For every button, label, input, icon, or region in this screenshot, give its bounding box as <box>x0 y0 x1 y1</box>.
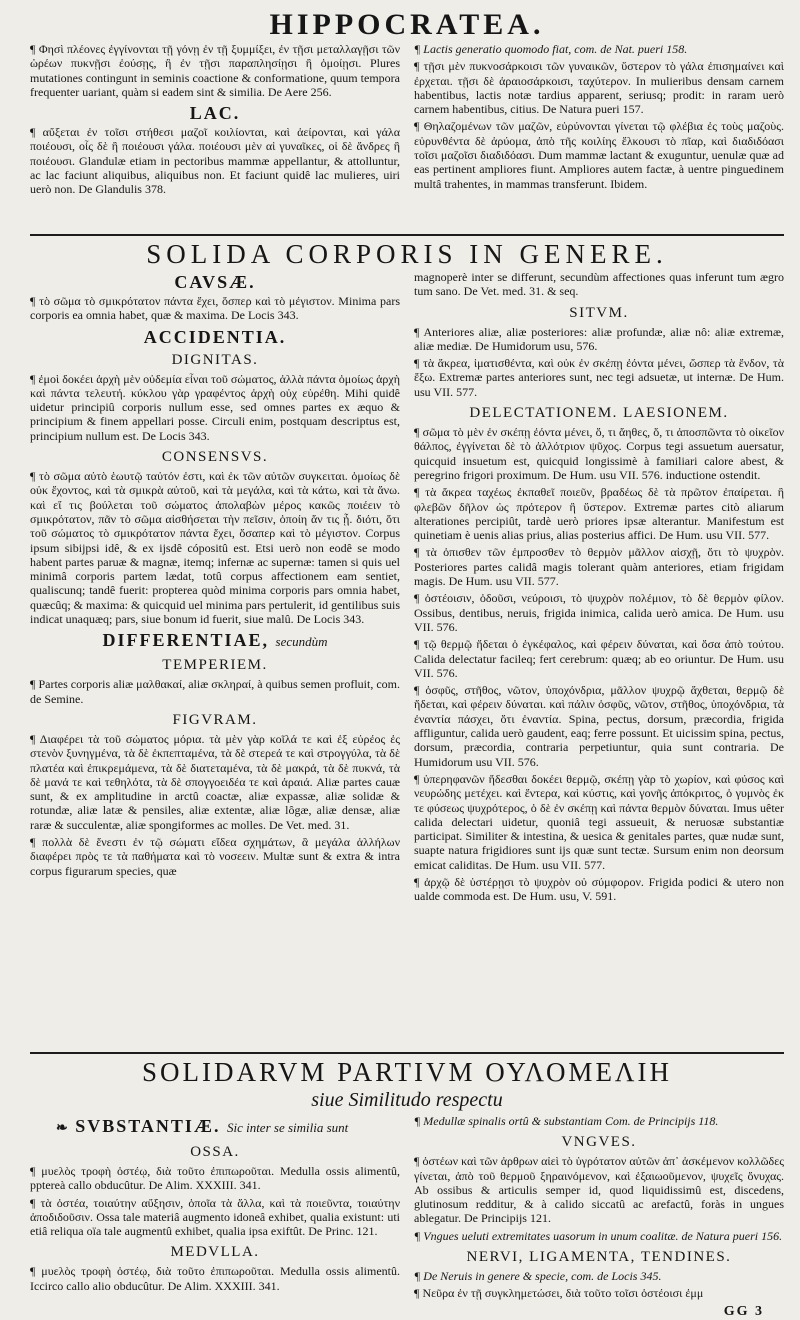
right-paragraph-9: ¶ τῷ θερμῷ ἥδεται ὁ ἐγκέφαλος, καὶ φέρειν δύναται, καὶ ὅσα ἀπὸ τούτου. Calida delectatur facileq; fert cerebrum: quæq; ab eo oriuntur. De Hum. usu VII. 576. <box>414 637 784 680</box>
left-heading-2: ACCIDENTIA. <box>143 326 287 347</box>
divider-1 <box>30 234 784 236</box>
left-heading-7 <box>30 629 400 653</box>
left-heading-label-7: DIFFERENTIAE, <box>102 630 270 651</box>
heading-ungues: VNGVES. <box>561 1134 637 1151</box>
paragraph-glandulae: ¶ αὔξεται ἐν τοῖσι στήθεσι μαζοῖ κοιλίονται, καὶ ἀείρονται, καὶ γάλα ποιέουσι, οἷς δὲ ἢ ποιέουσι γάλα. ποιέουσι μὲν αἱ γυναῖκες, οἱ δὲ ἄνδρες ἢ ποιέουσι. Glandulæ etiam in pectoribus mammæ appellantur, & attolluntur, ac lac faciunt aliquibus, aliquibus non. Et faciunt quidê lac mulieres, uiri uerò non. De Glandulis 378. <box>30 125 400 197</box>
section-lac <box>30 42 784 230</box>
left-paragraph-4: ¶ ἐμοὶ δοκέει ἀρχὴ μὲν οὐδεμία εἶναι τοῦ σώματος, ἀλλὰ πάντα ὁμοίως ἀρχὴ καὶ πάντα τελευτή. κύκλου γὰρ γραφέντος ἀρχὴ οὐχ εὑρέθη. Mihi quidê uidetur principiû corporis nullum esse, sed omnes partes ex æquo & principium & finem appellari posse. Circuli enim, postquam descriptus est, principium nullum est. De Locis 343. <box>30 371 400 443</box>
left-subheading-5: CONSENSVS. <box>161 449 269 466</box>
paragraph-mulieribus: ¶ τῇσι μὲν πυκνοσάρκοισι τῶν γυναικῶν, ὕστερον τὸ γάλα ἐπισημαίνει καὶ ἐρχεται. τῇσι δὲ ἀραιοσάρκοισι, ταχύτερον. In mulieribus densam carnem habentibus, lactis notæ tardius apparent, seriusq; prodit: in raram uerò carnem habentibus, citius. De Natura pueri 157. <box>414 59 784 117</box>
paragraph-lactis-generatio: ¶ Lactis generatio quomodo fiat, com. de Nat. pueri 158. <box>414 42 688 56</box>
right-paragraph-5: ¶ σῶμα τὸ μὲν ἐν σκέπῃ ἐόντα μένει, ὅ, τι ἄηθες, ὅ, τι ἀποσπῶντα τὸ οἰκεῖον θάλπος, ἐγγίνεται δὲ τὸ ἀλλότριον ψῦχος. Corpus tegi assuetum auersatur, quicquid insuetum est, quicquid longissimè à familiari calore abest, & peregrino frigori proximum. De Hum. usu VII. 576. inductione ostendit. <box>414 425 784 482</box>
heading-lac: LAC. <box>189 103 241 124</box>
right-subheading-1: SITVM. <box>569 304 629 321</box>
paragraph-medulla: ¶ μυελὸς τροφὴ ὀστέῳ, διὰ τοῦτο ἐπιπωροῦται. Medulla ossis alimentû. Iccirco callo alio obducûtur. De Alim. XXXIII. 341. <box>30 1264 400 1293</box>
section-subtitle-similitudo: siue Similitudo respectu <box>311 1089 503 1111</box>
right-column-solida <box>414 270 784 1048</box>
right-paragraph-2: ¶ Anteriores aliæ, aliæ posteriores: aliæ profundæ, aliæ nô: aliæ extremæ, aliæ mediæ. De Humidorum usu, 576. <box>414 324 784 353</box>
paragraph-ossa-1: ¶ μυελὸς τροφὴ ὀστέῳ, διὰ τοῦτο ἐπιπωροῦται. Medulla ossis alimentû, pptereà callo obducûtur. De Alim. XXXIII. 341. <box>30 1164 400 1193</box>
right-paragraph-7: ¶ τὰ ὀπισθεν τῶν ἐμπροσθεν τὸ θερμὸν μᾶλλον αἰσχῇ, ὅτι τὸ ψυχρὸν. Posteriores partes calidâ magis tolerant quàm anteriores, etiam frigidam magis. De Hum. usu VII. 577. <box>414 545 784 589</box>
divider-2 <box>30 1052 784 1054</box>
heading-substantiae-label: SVBSTANTIÆ. <box>75 1116 221 1136</box>
heading-substantiae <box>30 1115 400 1140</box>
left-paragraph-12: ¶ πολλὰ δὲ ἔνεστι ἐν τῷ σώματι εἴδεα σχημάτων, ἃ μεγάλα ἀλλήλων διαφέρει πρὸς τε τὰ παθήματα καὶ τὸ νοσεειν. Multæ sunt & extra & intra corpus figurarum species, quæ <box>30 835 400 878</box>
heading-nervi: NERVI, LIGAMENTA, TENDINES. <box>466 1249 732 1266</box>
left-subheading-3: DIGNITAS. <box>171 351 259 368</box>
paragraph-ungues-2: ¶ Vngues ueluti extremitates uasorum in unum coalitæ. de Natura pueri 156. <box>414 1228 783 1243</box>
left-paragraph-6: ¶ τὸ σῶμα αὐτὸ ἑωυτῷ ταὐτόν ἐστι, καὶ ἐκ τῶν αὐτῶν συγκειται. ὁμοίως δὲ οὐκ ἔχοντος, καὶ τὰ σμικρὰ αὐτοῦ, καὶ τὰ μεγάλα, καὶ τὰ κάτω, καὶ τὰ ἄνω. καὶ εἴ τις βούλεται τοῦ σώματος ἀπολαβὼν μέρος κακῶς ποιέειν τὸ σμικρότατον, πᾶν τὸ σῶμα αἰσθήσεται τὴν πεῖσιν, ὁποίη ἄν τις ᾖ. διότι, ὅτι τοῦ σώματος τὸ σμικρότατον πάντα ἔχει, ὅσαπερ καὶ τὸ μέγιστον. Corpus ipsum sibijpsi idê, & ex ijsdê cópositû est. Etsi uerò non eodê se modo habent partes paruæ & magnæ, itemq; infernæ ac supernæ: tamen si quis uel minimâ corporis partem lædat, totû corpus affectionem eam sentiet, qualiscunq; tandê fuerit: propterea quòd minima corporis pars omnia habet, quæcûq; & maxima: & quicquid uel minima pars pertulerit, id gentilibus suis indicat unaquæq; pars, siue bonum id fuerit, siue malû. De Locis 343. <box>30 469 400 627</box>
left-subheading-10: FIGVRAM. <box>172 711 258 728</box>
right-column-lac <box>414 42 784 230</box>
paragraph-ungues-1: ¶ ὀστέων καὶ τῶν ἀρθρων αἰεὶ τὸ ὑγρότατον αὐτῶν ἀπ᾽ ἀσκέμενον κολλῶδες γίνεται, ἀπὸ τοῦ θερμοῦ ξηραινόμενον, καὶ ἐξαιωοῦμενον, ψυχεῖς ὄνυχας. Ab ossibus & articulis semper id, quod liquidissimû est, discedens, glutinosum redditur, & à calido siccatû ac arefactû, foràs in ungues ablegatur. De Principijs 121. <box>414 1154 784 1226</box>
left-column-solida <box>30 270 400 1048</box>
right-paragraph-3: ¶ τὰ ἄκρεα, ἱματισθέντα, καὶ οὐκ ἐν σκέπῃ ἐόντα μένει, ὥσπερ τὰ ἔνδον, τὰ ἔξω. Extremæ partes anteriores sunt, nec tegi adsuetæ, ut internæ. De Hum. usu VII. 577. <box>414 356 784 399</box>
left-paragraph-9: ¶ Partes corporis aliæ μαλθακαί, aliæ σκληραί, à quibus semen profluit, com. de Semine. <box>30 677 400 706</box>
right-paragraph-11: ¶ ὑπερηφανῶν ἥδεσθαι δοκέει θερμῷ, σκέπῃ γὰρ τὸ χωρίον, καὶ φύσος καὶ νευρώδης μετέχει. καὶ ἔντερα, καὶ κύστις, καὶ γονῆς ἀπόκριτος, ὁ γυμνὸς ἐκ τε φύσεως ψυχρότερος, ὁ δὲ ἐν σκέπῃ καὶ πάντα θερμὸν δύναται. Imus uêter calida delectari uidetur, quoniâ tegi assueuit, & neruosæ substantiæ participat. Similiter & intestina, & uesica & genitales partes, quæ nudæ sunt, suapte natura frigidiores sunt ijs quæ sunt tectæ. Sursum enim non deorsum emicat caliditas. De Hum. usu VII. 577. <box>414 771 784 872</box>
heading-ossa: OSSA. <box>190 1144 240 1160</box>
left-paragraph-11: ¶ Διαφέρει τὰ τοῦ σώματος μόρια. τὰ μὲν γὰρ κοῖλά τε καὶ ἐξ εὐρέος ἐς στενὸν ξυνηγμένα, τὰ δὲ ἐκπεπταμένα, τὰ δὲ στερεά τε καὶ στρογγύλα, τὰ δὲ πλατέα καὶ ἐπικρεμάμενα, τὰ δὲ διατεταμένα, τὰ δὲ μακρά, τὰ δὲ πυκνά, τὰ δὲ μανά τε καὶ τεθηλότα, τὰ δὲ σπογγοειδέα τε καὶ ἀραιά. Aliæ partes cauæ sunt, & ex amplitudine in arctû coactæ, aliæ expassæ, aliæ solidæ & rotundæ, aliæ latæ & pensiles, aliæ extentæ, aliæ lôgæ, aliæ densæ, aliæ raræ & succulentæ, aliæ spongiformes ac molles. De Vet. med. 31. <box>30 731 400 832</box>
left-subheading-8: TEMPERIEM. <box>162 657 268 674</box>
signature-mark: GG 3 <box>723 1303 764 1319</box>
right-paragraph-10: ¶ ὀσφῦς, στῆθος, νῶτον, ὑποχόνδρια, μᾶλλον ψυχρῷ ἄχθεται, θερμῷ δὲ ἥδεται, καὶ φέρειν δύναται. καὶ πάλιν ὀσφῦς, νῶτον, στῆθος, ὑποχόνδρια, τὰ ἐναντία πάσχει, ὅτι ἐναντία. Spina, pectus, dorsum, præcordia, frigida affliguntur, calida uerò gaudent, eaq; ferre possunt. Et uicissim spina, pectus, dorsum, præcordia, contraria perpetiuntur, quia sunt contraria. De Humidorum usu VII. 576. <box>414 683 784 769</box>
right-paragraph-6: ¶ τὰ ἄκρεα ταχέως ἐκπαθεῖ ποιεῦν, βραδέως δὲ τὰ πρῶτον ἐπαίρεται. ἢ φλεβῶν δῆλον ὡς πρότερον ἢ ὕστερον. Extremæ partes citò aliarum alterationes percipiût, tardè uerò priores ipsæ alterantur. Manifestum est quinetiam è uenis alias prius, alias posterius affici. De Hum. usu VII. 577. <box>414 485 784 543</box>
heading-substantiae-sub: Sic inter se similia sunt <box>226 1120 349 1135</box>
paragraph-medullae-spinalis: ¶ Medullæ spinalis ortû & substantiam Com. de Principijs 118. <box>414 1114 719 1128</box>
section-solidarum <box>30 1114 784 1319</box>
section-solida <box>30 270 784 1048</box>
right-column-solidarum <box>414 1114 784 1319</box>
section-title-solidarum: SOLIDARVM PARTIVM ΟΥΛΟΜΕΛΙΗ <box>141 1057 673 1087</box>
left-column-lac <box>30 42 400 230</box>
paragraph-nervi-2: ¶ Νεῦρα ἐν τῇ συγκλημετώσει, διὰ τοῦτο τοῖσι ὀστέοισι ἐμμ <box>414 1286 704 1301</box>
right-paragraph-12: ¶ ἀρχῷ δὲ ὑστέρῃσι τὸ ψυχρὸν οὐ σύμφορον. Frigida podici & utero non ualde commoda est. De Hum. usu, V. 591. <box>414 874 784 904</box>
running-head: HIPPOCRATEA. <box>269 8 545 41</box>
paragraph-nervi-1: ¶ De Neruis in genere & specie, com. de Locis 345. <box>414 1269 662 1284</box>
right-paragraph-0: magnoperè inter se differunt, secundùm affectiones quas inferunt tum ægro tum sano. De Vet. med. 31. & seq. <box>414 270 784 299</box>
paragraph-seminis: ¶ Φησὶ πλέονες ἐγγίνονται τῇ γόνῃ ἐν τῇ ξυμμίξει, ἐν τῇσι μεταλλαγῇσι τῶν ὡρέων πυκνῇσι ἐούσῃς, ἢ ἐν τῇσι παραπλησίῃσι ἢ ὁμοίῃσι. Plures mutationes contingunt in seminis coactione & conformatione, quum tempora frequenter uariant, quàm si eadem sint & similia. De Aere 256. <box>30 42 400 99</box>
left-heading-0: CAVSÆ. <box>174 272 256 292</box>
right-paragraph-8: ¶ ὀστέοισιν, ὀδοῦσι, νεύροισι, τὸ ψυχρὸν πολέμιον, τὸ δὲ θερμὸν φίλον. Ossibus, dentibus, neruis, frigida inimica, calida uerò amica. De Hum. usu VII. 576. <box>414 591 784 634</box>
right-subheading-4: DELECTATIONEM. LAESIONEM. <box>469 405 729 422</box>
paragraph-ossa-2: ¶ τὰ ὀστέα, τοιαύτην αὔξησιν, ὁποῖα τὰ ἄλλα, καὶ τὰ ποιεῦντα, τοιαύτην ἀποδιδοῦσιν. Ossa tale materiâ augmento idoneâ exhibet, qualia existunt: uti etiâ reliqua oïa tale augmentû exhibet, qualia ipsa exiftût. De Princ. 121. <box>30 1195 400 1239</box>
section-title-solida: SOLIDA CORPORIS IN GENERE. <box>146 239 668 269</box>
paragraph-mammae: ¶ Θηλαζομένων τῶν μαζῶν, εὐρύνονται γίνεται τῷ φλέβια ἐς τοὺς μαζοὺς. εὐρυνθέντα δὲ ἀρύομα, ἀπὸ τῆς κοιλίης ἕλκουσι τὸ πῖαρ, καὶ διαδιδόασι τοῖσι μαζοῖσι διαδιδόασι. Dum mammæ lactant & exuguntur, uenulæ quæ ad eas pertinent ampliores fiunt. Ampliores autem factæ, à uentre pinguedinem multâ trahentes, in mammas transferunt. Ibidem. <box>414 119 784 191</box>
left-paragraph-1: ¶ τὸ σῶμα τὸ σμικρότατον πάντα ἔχει, ὅσπερ καὶ τὸ μέγιστον. Minima pars corporis ea omnia habet, quæ & maxima. De Locis 343. <box>30 294 400 323</box>
heading-medulla: MEDVLLA. <box>170 1244 260 1261</box>
left-heading-sub-7: secundùm <box>275 634 328 650</box>
fleuron-icon: ❧ <box>56 1121 76 1136</box>
left-column-solidarum <box>30 1114 400 1292</box>
